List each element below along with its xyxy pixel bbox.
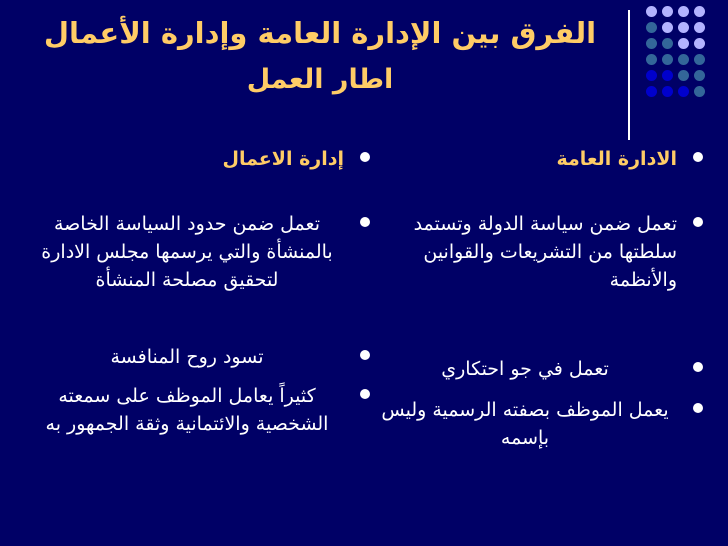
decorative-dot bbox=[646, 70, 657, 81]
bullet-icon bbox=[693, 217, 703, 227]
column-heading: الادارة العامة bbox=[556, 148, 677, 170]
decorative-dot bbox=[678, 70, 689, 81]
decorative-dot bbox=[646, 6, 657, 17]
bullet-icon bbox=[360, 217, 370, 227]
column-heading: إدارة الاعمال bbox=[222, 148, 344, 170]
list-item bbox=[373, 210, 703, 294]
vertical-divider bbox=[628, 10, 630, 140]
bullet-icon bbox=[360, 152, 370, 162]
bullet-icon bbox=[360, 350, 370, 360]
decorative-dot bbox=[662, 70, 673, 81]
decorative-dot bbox=[694, 22, 705, 33]
decorative-dot bbox=[694, 86, 705, 97]
decorative-dot bbox=[646, 54, 657, 65]
list-item-text: كثيراً يعامل الموظف على سمعته الشخصية والائتمانية وثقة الجمهور به bbox=[45, 385, 329, 435]
decorative-dot bbox=[678, 6, 689, 17]
decorative-dot bbox=[678, 86, 689, 97]
list-item-text: تعمل في جو احتكاري bbox=[441, 358, 609, 380]
list-item bbox=[373, 145, 703, 173]
decorative-dot bbox=[662, 54, 673, 65]
list-item bbox=[373, 396, 703, 452]
decorative-dot bbox=[662, 86, 673, 97]
decorative-dot bbox=[694, 70, 705, 81]
column-public-administration bbox=[373, 145, 703, 465]
decorative-dot bbox=[694, 6, 705, 17]
bullet-icon bbox=[693, 362, 703, 372]
column-business-administration bbox=[30, 145, 370, 485]
list-item bbox=[373, 355, 703, 383]
decorative-dot bbox=[678, 54, 689, 65]
bullet-icon bbox=[693, 403, 703, 413]
list-item bbox=[30, 382, 370, 438]
decorative-dot bbox=[646, 86, 657, 97]
list-item-text: تعمل ضمن سياسة الدولة وتستمد سلطتها من التشريعات والقوانين والأنظمة bbox=[413, 213, 677, 291]
decorative-dot bbox=[662, 6, 673, 17]
bullet-icon bbox=[693, 152, 703, 162]
decorative-dot bbox=[662, 22, 673, 33]
decorative-dot bbox=[694, 54, 705, 65]
decorative-dot bbox=[694, 38, 705, 49]
list-item-text: يعمل الموظف بصفته الرسمية وليس بإسمه bbox=[381, 399, 669, 449]
decorative-dot bbox=[662, 38, 673, 49]
list-item-text: تسود روح المنافسة bbox=[110, 346, 264, 368]
list-item bbox=[30, 210, 370, 294]
decorative-dot bbox=[678, 22, 689, 33]
slide-subtitle: اطار العمل bbox=[246, 64, 394, 95]
decorative-dot bbox=[646, 38, 657, 49]
decorative-dot bbox=[678, 38, 689, 49]
decorative-dot-grid bbox=[646, 6, 726, 106]
list-item bbox=[30, 343, 370, 371]
list-item-text: تعمل ضمن حدود السياسة الخاصة بالمنشأة والتي يرسمها مجلس الادارة لتحقيق مصلحة المنشأة bbox=[41, 213, 333, 291]
bullet-icon bbox=[360, 389, 370, 399]
decorative-dot bbox=[646, 22, 657, 33]
slide-title: الفرق بين الإدارة العامة وإدارة الأعمال bbox=[43, 16, 597, 50]
list-item bbox=[30, 145, 370, 173]
